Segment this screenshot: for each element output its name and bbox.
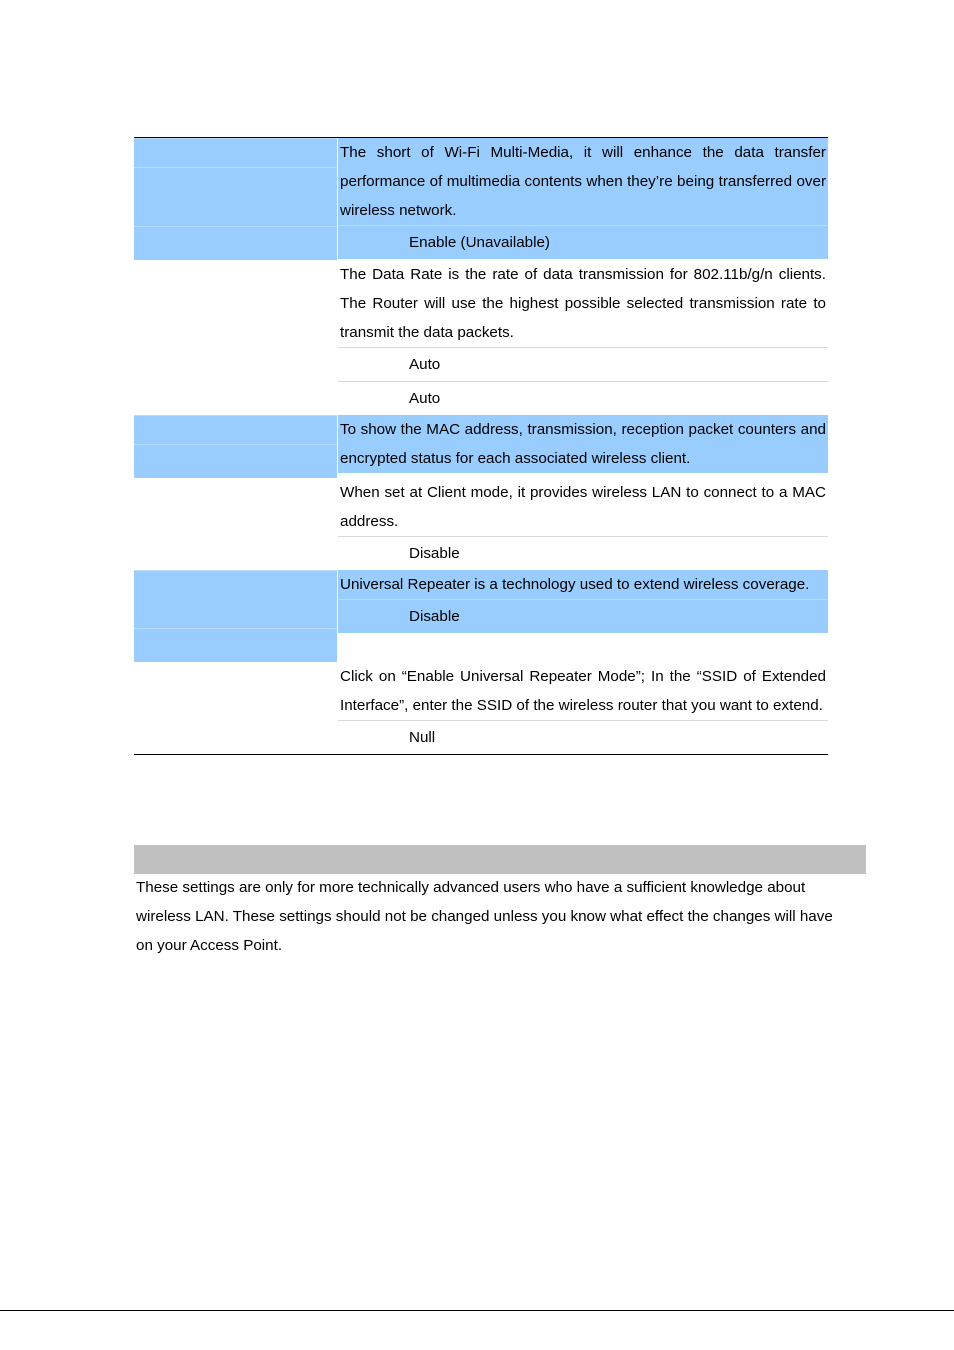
row-description: When set at Client mode, it provides wireless LAN to connect to a MAC address.: [340, 484, 826, 530]
row-label-cell: [134, 260, 338, 415]
table-row-client-list: [134, 415, 828, 478]
row-label-cell: [134, 570, 338, 662]
row-default-value: Disable: [338, 536, 828, 570]
row-content-cell: [338, 662, 828, 754]
row-default-value: Auto: [338, 347, 828, 381]
table-row-universal-repeater: [134, 570, 828, 662]
footer-divider: [0, 1310, 954, 1311]
table-row-ssid-extended: [134, 662, 828, 755]
row-description: The short of Wi-Fi Multi-Media, it will enhance the data transfer performance of multimedia contents when they’re being transferred over wireless network.: [338, 138, 828, 225]
row-description: To show the MAC address, transmission, reception packet counters and encrypted status for each associated wireless client.: [338, 415, 828, 473]
row-default-value: Null: [338, 720, 828, 754]
row-label-cell: [134, 138, 338, 260]
row-label-cell: [134, 478, 338, 570]
row-content-cell: [338, 260, 828, 415]
advanced-settings-paragraph: These settings are only for more technically advanced users who have a sufficient knowledge about wireless LAN. These settings should not be changed unless you know what effect the changes will have on your Access Point.: [136, 879, 833, 954]
table-row-mac-clone: [134, 478, 828, 570]
table-row-wmm: [134, 138, 828, 260]
row-label-cell: [134, 662, 338, 754]
section-heading-bar: [134, 845, 866, 874]
row-default-value: Disable: [338, 599, 828, 633]
row-content-cell: [338, 415, 828, 478]
row-default-value: Enable (Unavailable): [338, 225, 828, 259]
row-content-cell: [338, 138, 828, 260]
row-default-value: Auto: [338, 381, 828, 415]
row-description: Click on “Enable Universal Repeater Mode”; In the “SSID of Extended Interface”, enter the SSID of the wireless router that you want to extend.: [340, 668, 826, 714]
row-content-cell: [338, 570, 828, 662]
row-content-cell: [338, 478, 828, 570]
row-description: Universal Repeater is a technology used to extend wireless coverage.: [338, 570, 828, 599]
settings-table: [134, 137, 828, 755]
table-row-data-rate: [134, 260, 828, 415]
row-description: The Data Rate is the rate of data transmission for 802.11b/g/n clients. The Router will use the highest possible selected transmission rate to transmit the data packets.: [340, 266, 826, 341]
row-label-cell: [134, 415, 338, 478]
